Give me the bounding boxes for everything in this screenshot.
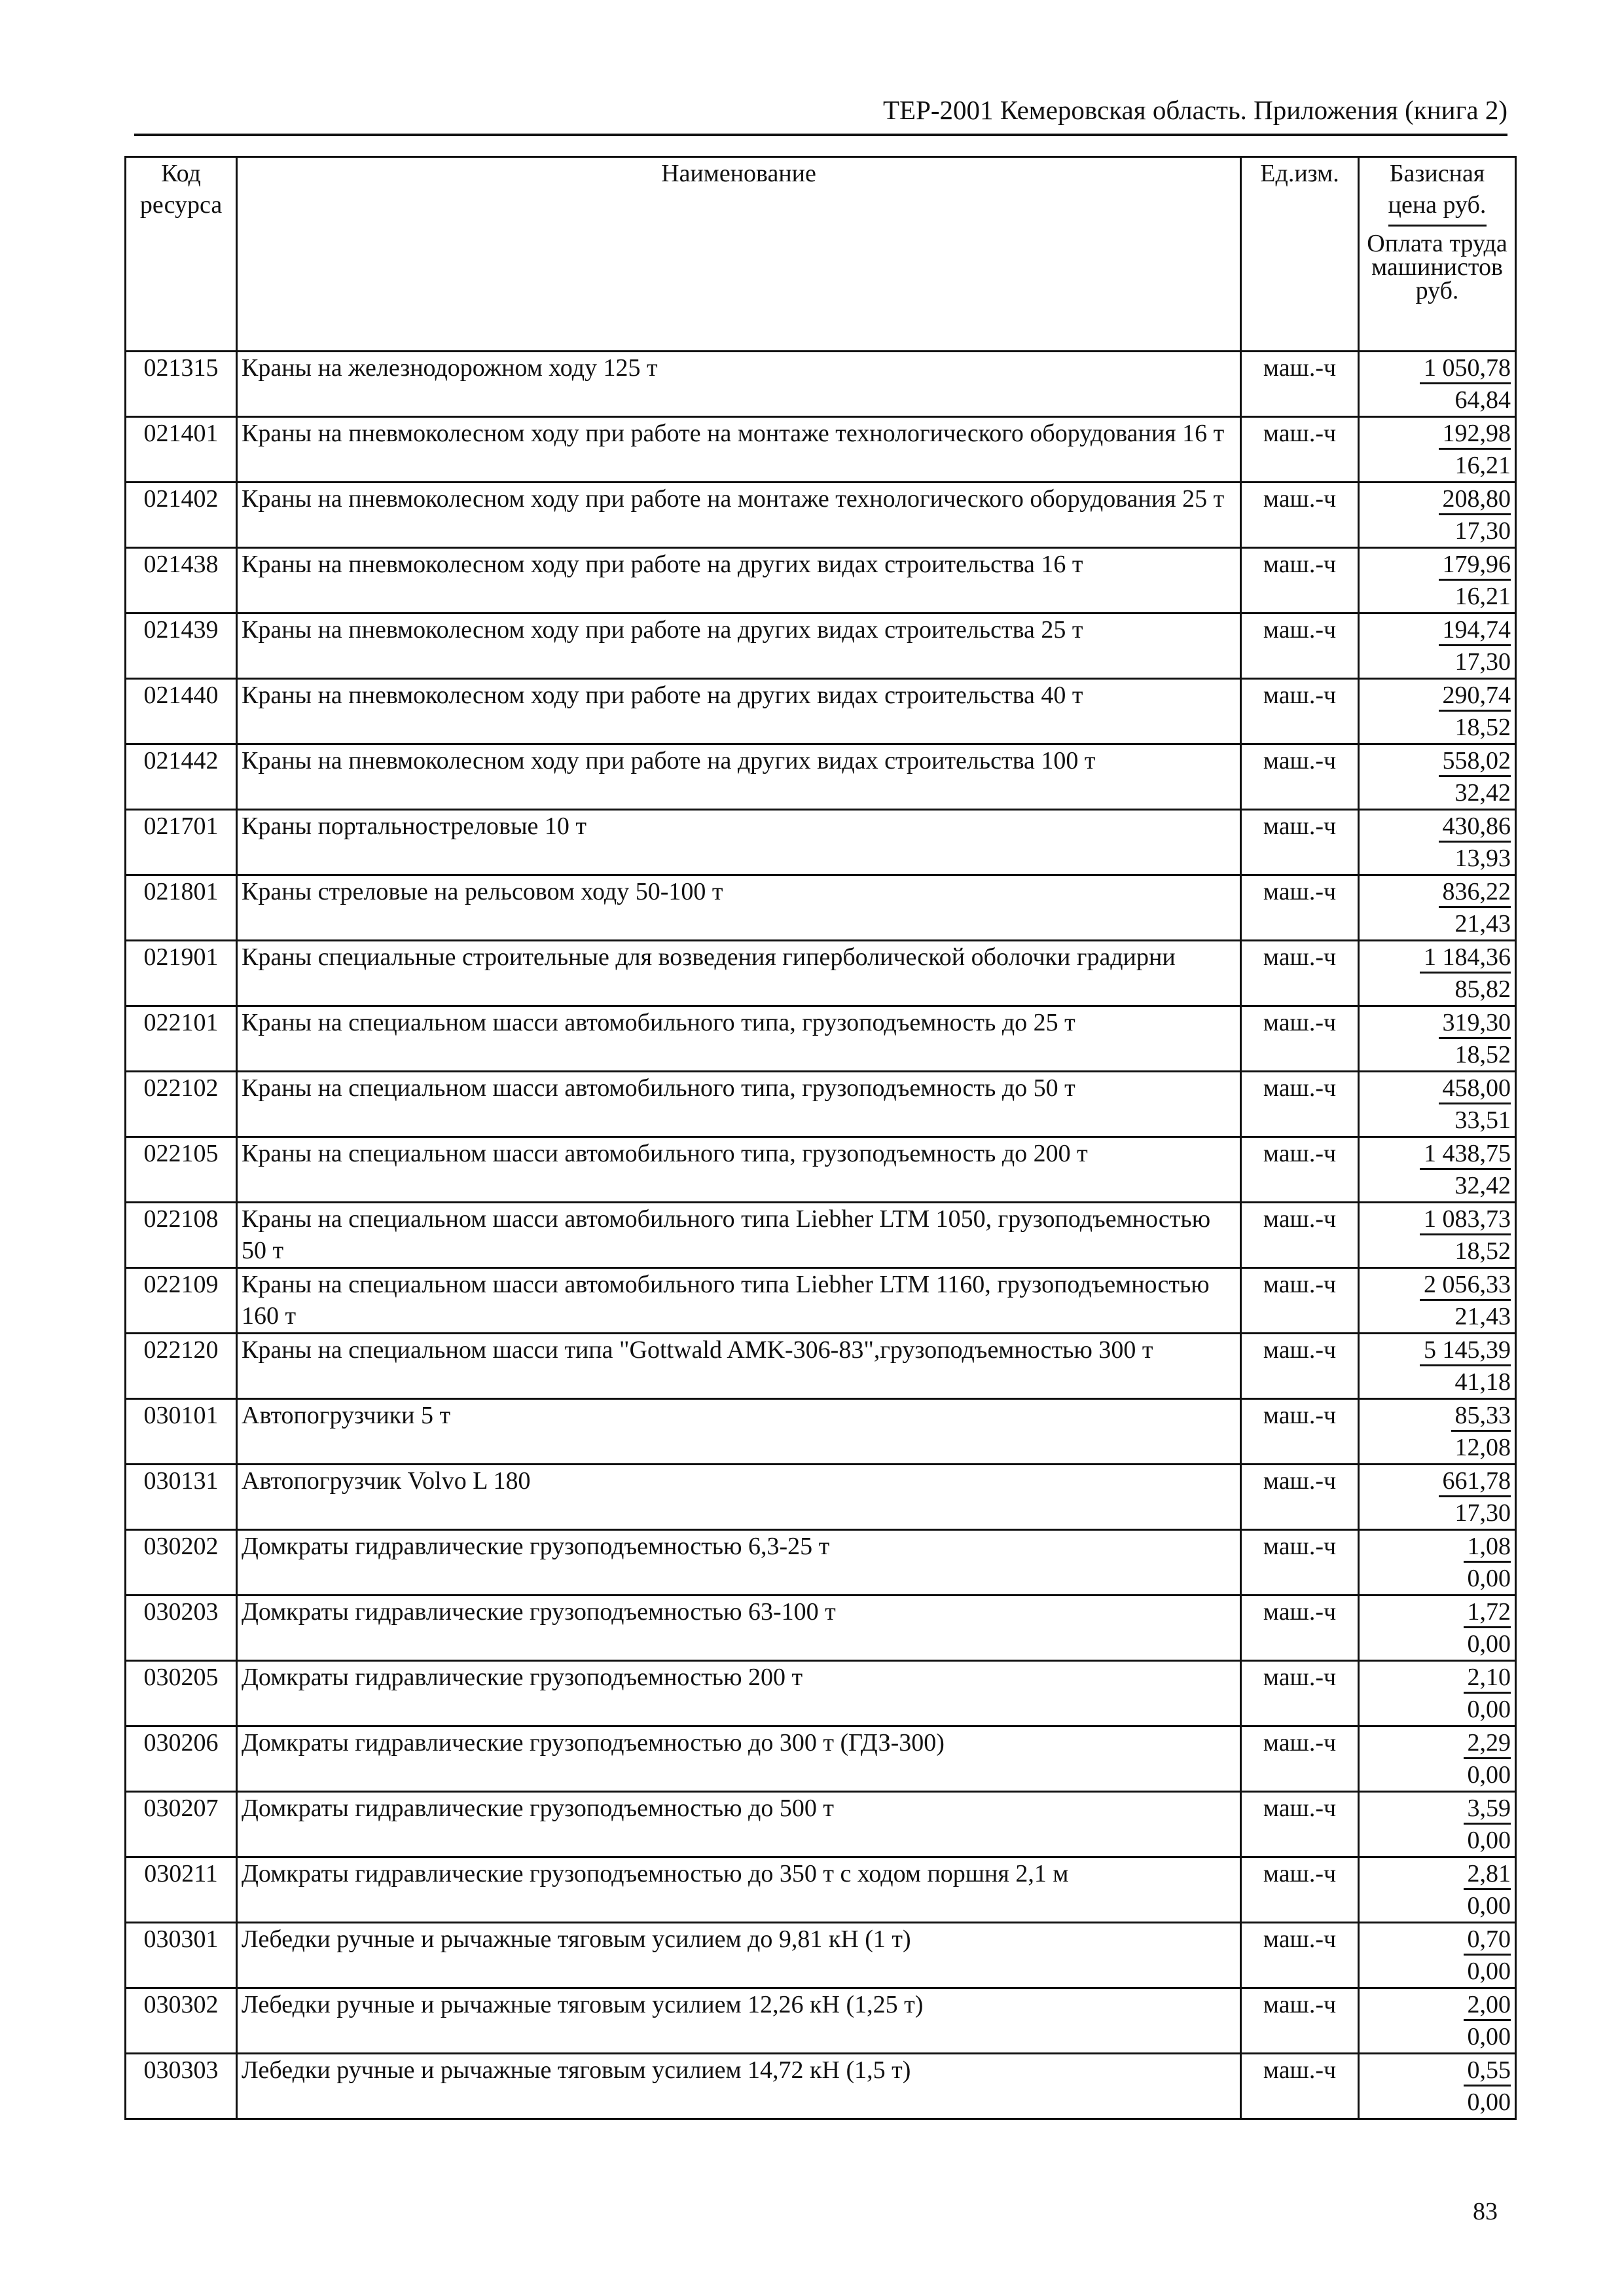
base-price: 192,98 (1439, 419, 1511, 450)
resource-unit: маш.-ч (1241, 810, 1359, 875)
resource-name: Краны на железнодорожном ходу 125 т (237, 352, 1241, 417)
resource-unit: маш.-ч (1241, 1595, 1359, 1661)
operator-wage: 0,00 (1467, 1892, 1511, 1920)
resource-unit: маш.-ч (1241, 1726, 1359, 1792)
resource-price-cell (1359, 810, 1516, 875)
operator-wage: 85,82 (1454, 975, 1511, 1003)
resource-code: 030207 (126, 1792, 237, 1857)
resource-code: 022105 (126, 1137, 237, 1203)
table-row (126, 483, 1516, 548)
base-price: 2,29 (1464, 1728, 1511, 1759)
base-price: 290,74 (1439, 681, 1511, 712)
resource-code: 030211 (126, 1857, 237, 1923)
resource-unit: маш.-ч (1241, 941, 1359, 1006)
header-price (1359, 157, 1516, 352)
header-price-base: Базисная цена руб. (1388, 160, 1487, 219)
table-row (126, 1595, 1516, 1661)
operator-wage: 0,00 (1467, 1827, 1511, 1854)
header-code: Код ресурса (126, 157, 237, 352)
resource-name: Лебедки ручные и рычажные тяговым усилием 14,72 кН (1,5 т) (237, 2054, 1241, 2119)
operator-wage: 21,43 (1454, 910, 1511, 938)
operator-wage: 12,08 (1454, 1434, 1511, 1461)
table-row (126, 1661, 1516, 1726)
header-unit: Ед.изм. (1241, 157, 1359, 352)
resource-price-cell (1359, 1726, 1516, 1792)
operator-wage: 13,93 (1454, 845, 1511, 872)
base-price: 2 056,33 (1420, 1270, 1511, 1301)
base-price: 85,33 (1451, 1401, 1511, 1432)
resource-unit: маш.-ч (1241, 744, 1359, 810)
resource-name: Краны на пневмоколесном ходу при работе на монтаже технологического оборудования 25 т (237, 483, 1241, 548)
resource-name: Домкраты гидравлические грузоподъемностью до 500 т (237, 1792, 1241, 1857)
resource-name: Краны стреловые на рельсовом ходу 50-100 т (237, 875, 1241, 941)
table-row (126, 1726, 1516, 1792)
table-row (126, 2054, 1516, 2119)
resource-code: 030301 (126, 1923, 237, 1988)
base-price: 194,74 (1439, 615, 1511, 646)
resource-price-cell (1359, 679, 1516, 744)
resource-name: Домкраты гидравлические грузоподъемностью до 350 т с ходом поршня 2,1 м (237, 1857, 1241, 1923)
resource-unit: маш.-ч (1241, 2054, 1359, 2119)
resource-code: 022120 (126, 1334, 237, 1399)
base-price: 1 438,75 (1420, 1139, 1511, 1170)
table-row (126, 613, 1516, 679)
table-row (126, 1923, 1516, 1988)
resource-code: 021315 (126, 352, 237, 417)
operator-wage: 18,52 (1454, 1237, 1511, 1265)
resource-name: Краны на специальном шасси автомобильного типа Liebher LTM 1160, грузоподъемностью 160 т (237, 1268, 1241, 1334)
resource-price-cell (1359, 417, 1516, 483)
resource-name: Краны портальнострелoвые 10 т (237, 810, 1241, 875)
table-row (126, 1203, 1516, 1268)
operator-wage: 64,84 (1454, 386, 1511, 414)
resource-price-cell (1359, 1530, 1516, 1595)
table-row (126, 875, 1516, 941)
base-price: 836,22 (1439, 877, 1511, 908)
operator-wage: 0,00 (1467, 1958, 1511, 1985)
resource-table (124, 156, 1517, 2120)
resource-price-cell (1359, 1399, 1516, 1465)
operator-wage: 0,00 (1467, 1696, 1511, 1723)
resource-name: Автопогрузчики 5 т (237, 1399, 1241, 1465)
base-price: 3,59 (1464, 1794, 1511, 1825)
resource-name: Краны на пневмоколесном ходу при работе на других видах строительства 40 т (237, 679, 1241, 744)
table-row (126, 548, 1516, 613)
header-price-divider (1388, 225, 1487, 227)
resource-code: 022101 (126, 1006, 237, 1072)
resource-price-cell (1359, 875, 1516, 941)
operator-wage: 0,00 (1467, 1630, 1511, 1658)
table-header-row (126, 157, 1516, 352)
base-price: 179,96 (1439, 550, 1511, 581)
resource-price-cell (1359, 1268, 1516, 1334)
resource-name: Краны специальные строительные для возведения гиперболической оболочки градирни (237, 941, 1241, 1006)
resource-name: Краны на специальном шасси автомобильного типа, грузоподъемность до 50 т (237, 1072, 1241, 1137)
resource-price-cell (1359, 1661, 1516, 1726)
resource-name: Домкраты гидравлические грузоподъемностью 200 т (237, 1661, 1241, 1726)
table-row (126, 1399, 1516, 1465)
resource-name: Краны на специальном шасси автомобильного типа, грузоподъемность до 200 т (237, 1137, 1241, 1203)
operator-wage: 33,51 (1454, 1106, 1511, 1134)
base-price: 1 184,36 (1420, 943, 1511, 974)
resource-price-cell (1359, 548, 1516, 613)
base-price: 0,70 (1464, 1925, 1511, 1956)
resource-price-cell (1359, 483, 1516, 548)
resource-price-cell (1359, 1465, 1516, 1530)
table-row (126, 1857, 1516, 1923)
resource-unit: маш.-ч (1241, 1006, 1359, 1072)
operator-wage: 0,00 (1467, 1565, 1511, 1592)
resource-price-cell (1359, 1923, 1516, 1988)
resource-code: 021402 (126, 483, 237, 548)
base-price: 0,55 (1464, 2056, 1511, 2086)
resource-name: Краны на пневмоколесном ходу при работе на других видах строительства 16 т (237, 548, 1241, 613)
table-row (126, 1334, 1516, 1399)
resource-price-cell (1359, 1137, 1516, 1203)
resource-unit: маш.-ч (1241, 613, 1359, 679)
base-price: 208,80 (1439, 484, 1511, 515)
table-row (126, 810, 1516, 875)
resource-code: 021438 (126, 548, 237, 613)
operator-wage: 32,42 (1454, 779, 1511, 807)
resource-unit: маш.-ч (1241, 417, 1359, 483)
resource-price-cell (1359, 1203, 1516, 1268)
operator-wage: 41,18 (1454, 1368, 1511, 1396)
base-price: 319,30 (1439, 1008, 1511, 1039)
resource-unit: маш.-ч (1241, 1792, 1359, 1857)
base-price: 2,00 (1464, 1990, 1511, 2021)
base-price: 1,08 (1464, 1532, 1511, 1563)
resource-unit: маш.-ч (1241, 1988, 1359, 2054)
resource-unit: маш.-ч (1241, 1857, 1359, 1923)
table-row (126, 417, 1516, 483)
resource-name: Краны на пневмоколесном ходу при работе на других видах строительства 100 т (237, 744, 1241, 810)
resource-price-cell (1359, 1334, 1516, 1399)
resource-price-cell (1359, 352, 1516, 417)
table-row (126, 1988, 1516, 2054)
base-price: 430,86 (1439, 812, 1511, 843)
resource-unit: маш.-ч (1241, 1661, 1359, 1726)
resource-unit: маш.-ч (1241, 875, 1359, 941)
operator-wage: 17,30 (1454, 1499, 1511, 1527)
resource-code: 030302 (126, 1988, 237, 2054)
table-row (126, 1530, 1516, 1595)
resource-price-cell (1359, 1792, 1516, 1857)
table-row (126, 352, 1516, 417)
resource-code: 021801 (126, 875, 237, 941)
table-row (126, 1792, 1516, 1857)
header-title: ТЕР-2001 Кемеровская область. Приложения (книга 2) (883, 95, 1507, 125)
resource-name: Домкраты гидравлические грузоподъемностью до 300 т (ГДЗ-300) (237, 1726, 1241, 1792)
resource-name: Краны на пневмоколесном ходу при работе на монтаже технологического оборудования 16 т (237, 417, 1241, 483)
resource-unit: маш.-ч (1241, 1268, 1359, 1334)
resource-code: 021901 (126, 941, 237, 1006)
resource-unit: маш.-ч (1241, 1399, 1359, 1465)
resource-unit: маш.-ч (1241, 679, 1359, 744)
operator-wage: 0,00 (1467, 2088, 1511, 2116)
resource-unit: маш.-ч (1241, 1137, 1359, 1203)
header-price-wage: Оплата труда машинистов руб. (1367, 230, 1507, 304)
resource-code: 021401 (126, 417, 237, 483)
table-row (126, 744, 1516, 810)
table-row (126, 1006, 1516, 1072)
operator-wage: 16,21 (1454, 583, 1511, 610)
resource-price-cell (1359, 1595, 1516, 1661)
base-price: 2,10 (1464, 1663, 1511, 1694)
resource-code: 030202 (126, 1530, 237, 1595)
table-row (126, 1465, 1516, 1530)
resource-unit: маш.-ч (1241, 1465, 1359, 1530)
resource-code: 021440 (126, 679, 237, 744)
resource-price-cell (1359, 941, 1516, 1006)
base-price: 661,78 (1439, 1467, 1511, 1497)
table-row (126, 679, 1516, 744)
operator-wage: 32,42 (1454, 1172, 1511, 1199)
operator-wage: 17,30 (1454, 517, 1511, 545)
resource-code: 022108 (126, 1203, 237, 1268)
base-price: 458,00 (1439, 1074, 1511, 1104)
operator-wage: 0,00 (1467, 2023, 1511, 2050)
resource-unit: маш.-ч (1241, 352, 1359, 417)
operator-wage: 0,00 (1467, 1761, 1511, 1789)
resource-price-cell (1359, 613, 1516, 679)
resource-name: Краны на специальном шасси автомобильного типа, грузоподъемность до 25 т (237, 1006, 1241, 1072)
resource-code: 030203 (126, 1595, 237, 1661)
resource-name: Домкраты гидравлические грузоподъемностью 63-100 т (237, 1595, 1241, 1661)
resource-code: 030131 (126, 1465, 237, 1530)
operator-wage: 18,52 (1454, 714, 1511, 741)
resource-unit: маш.-ч (1241, 483, 1359, 548)
resource-unit: маш.-ч (1241, 1923, 1359, 1988)
resource-code: 021701 (126, 810, 237, 875)
resource-name: Домкраты гидравлические грузоподъемностью 6,3-25 т (237, 1530, 1241, 1595)
resource-unit: маш.-ч (1241, 1530, 1359, 1595)
table-body (126, 157, 1516, 2119)
operator-wage: 21,43 (1454, 1303, 1511, 1330)
resource-price-cell (1359, 744, 1516, 810)
resource-name: Краны на специальном шасси типа "Gottwald AMK-306-83",грузоподъемностью 300 т (237, 1334, 1241, 1399)
resource-code: 030303 (126, 2054, 237, 2119)
resource-price-cell (1359, 1857, 1516, 1923)
table-row (126, 1268, 1516, 1334)
resource-code: 022102 (126, 1072, 237, 1137)
resource-unit: маш.-ч (1241, 1203, 1359, 1268)
base-price: 2,81 (1464, 1859, 1511, 1890)
resource-unit: маш.-ч (1241, 548, 1359, 613)
table-row (126, 1072, 1516, 1137)
resource-code: 022109 (126, 1268, 237, 1334)
table-row (126, 941, 1516, 1006)
resource-code: 030206 (126, 1726, 237, 1792)
header-name: Наименование (237, 157, 1241, 352)
page-number: 83 (1473, 2198, 1498, 2225)
resource-name: Краны на пневмоколесном ходу при работе на других видах строительства 25 т (237, 613, 1241, 679)
resource-price-cell (1359, 1006, 1516, 1072)
table-row (126, 1137, 1516, 1203)
resource-price-cell (1359, 2054, 1516, 2119)
resource-name: Лебедки ручные и рычажные тяговым усилием до 9,81 кН (1 т) (237, 1923, 1241, 1988)
resource-code: 030101 (126, 1399, 237, 1465)
operator-wage: 16,21 (1454, 452, 1511, 479)
resource-name: Автопогрузчик Volvo L 180 (237, 1465, 1241, 1530)
resource-price-cell (1359, 1988, 1516, 2054)
resource-unit: маш.-ч (1241, 1072, 1359, 1137)
base-price: 1,72 (1464, 1597, 1511, 1628)
resource-price-cell (1359, 1072, 1516, 1137)
resource-code: 021439 (126, 613, 237, 679)
resource-name: Лебедки ручные и рычажные тяговым усилием 12,26 кН (1,25 т) (237, 1988, 1241, 2054)
base-price: 5 145,39 (1420, 1336, 1511, 1366)
base-price: 558,02 (1439, 746, 1511, 777)
resource-code: 021442 (126, 744, 237, 810)
operator-wage: 17,30 (1454, 648, 1511, 676)
operator-wage: 18,52 (1454, 1041, 1511, 1068)
base-price: 1 083,73 (1420, 1205, 1511, 1235)
resource-code: 030205 (126, 1661, 237, 1726)
base-price: 1 050,78 (1420, 354, 1511, 384)
resource-name: Краны на специальном шасси автомобильного типа Liebher LTM 1050, грузоподъемностью 50 т (237, 1203, 1241, 1268)
page-header (134, 92, 1507, 136)
resource-unit: маш.-ч (1241, 1334, 1359, 1399)
